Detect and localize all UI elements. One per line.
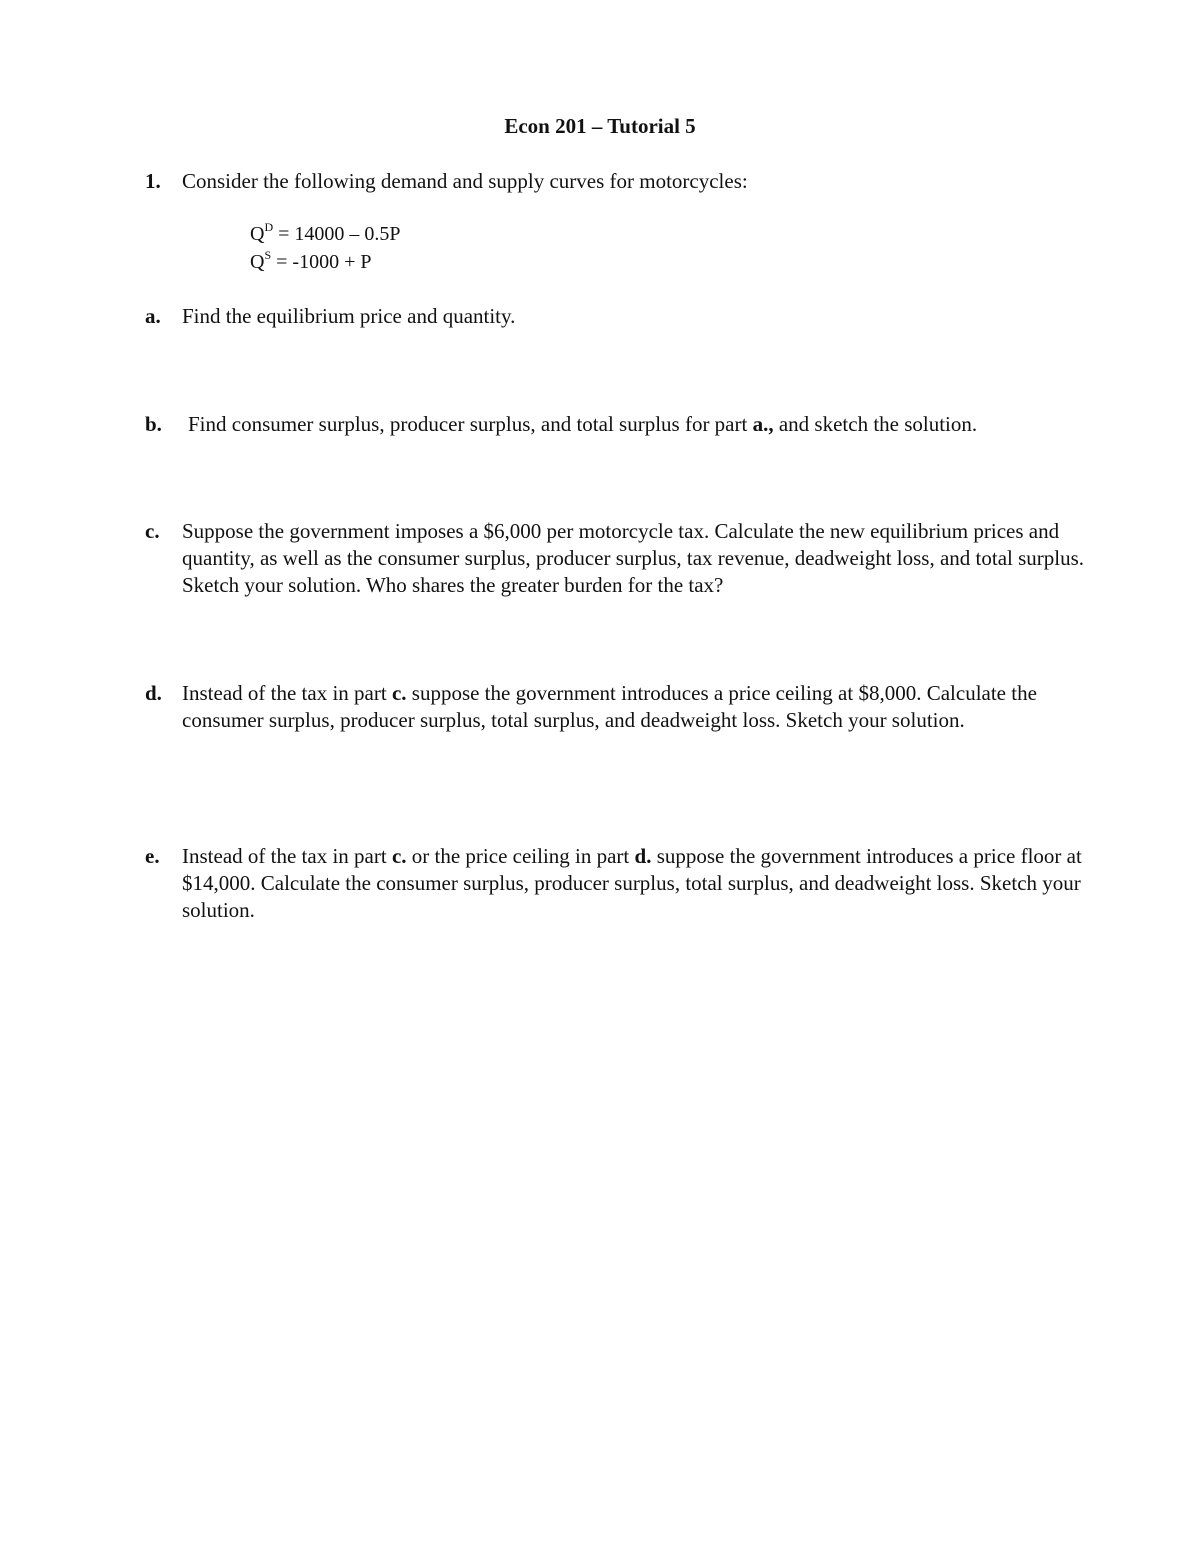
- part-e: [145, 843, 1085, 924]
- supply-equation: $Q^S = -1000 + P$: [250, 248, 372, 273]
- part-reference: c.: [391, 844, 407, 868]
- demand-superscript: D: [264, 220, 274, 234]
- part-reference: c.: [391, 681, 407, 705]
- supply-superscript: S: [264, 248, 272, 262]
- part-d-text: Instead of the tax in part c. suppose the government introduces a price ceiling at $8,000. Calculate the consumer surplus, producer surplus, total surplus, and deadweight loss. Sketch your solution.: [182, 681, 1037, 732]
- question-number: 1.: [145, 169, 161, 193]
- part-d-label: d.: [145, 681, 162, 705]
- part-c-text: Suppose the government imposes a $6,000 per motorcycle tax. Calculate the new equilibrium prices and quantity, as well as the consumer surplus, producer surplus, tax revenue, deadweight loss, and total surplus. Sketch your solution. Who shares the greater burden for the tax?: [182, 519, 1085, 597]
- part-b-text: Find consumer surplus, producer surplus, and total surplus for part a., and sketch the solution.: [188, 412, 978, 436]
- part-reference: d.: [634, 844, 652, 868]
- document-title: Econ 201 – Tutorial 5: [504, 114, 696, 138]
- part-d: [145, 680, 1085, 734]
- part-c: [145, 518, 1085, 599]
- part-e-label: e.: [145, 844, 160, 868]
- equations-block: [250, 220, 401, 276]
- part-a-text: Find the equilibrium price and quantity.: [182, 304, 516, 328]
- part-b-label: b.: [145, 412, 162, 436]
- question-prompt: Consider the following demand and supply curves for motorcycles:: [182, 169, 748, 193]
- part-reference: a.,: [752, 412, 774, 436]
- question-1: [145, 168, 1085, 195]
- part-c-label: c.: [145, 519, 160, 543]
- part-e-text: Instead of the tax in part c. or the price ceiling in part d. suppose the government introduces a price floor at $14,000. Calculate the consumer surplus, producer surplus, total surplus, and deadweight loss. Sketch your solution.: [182, 844, 1082, 922]
- part-b: [145, 411, 1085, 438]
- demand-equation: $Q^D = 14000 - 0.5P$: [250, 220, 401, 245]
- part-a: [145, 303, 1085, 330]
- part-a-label: a.: [145, 304, 161, 328]
